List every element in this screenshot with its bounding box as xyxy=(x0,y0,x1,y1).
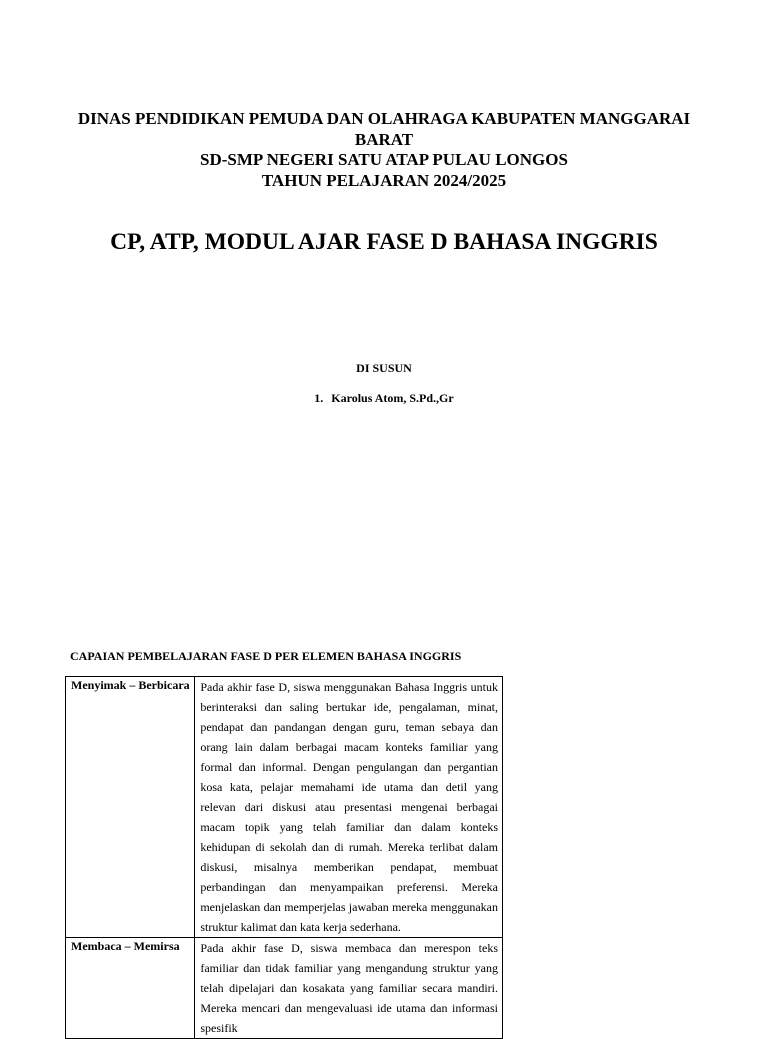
element-description-cell: Pada akhir fase D, siswa membaca dan merespon teks familiar dan tidak familiar yang mengandung struktur yang telah dipelajari dan kosakata yang familiar secara mandiri. Mereka mencari dan mengevaluasi ide utama dan informasi spesifik xyxy=(195,938,503,1039)
header-line-school: SD-SMP NEGERI SATU ATAP PULAU LONGOS xyxy=(200,150,568,169)
author-name: Karolus Atom, S.Pd.,Gr xyxy=(331,391,454,405)
compiled-by-label: DI SUSUN xyxy=(356,361,412,375)
element-name-cell: Membaca – Memirsa xyxy=(66,938,195,1039)
element-description-cell: Pada akhir fase D, siswa menggunakan Bahasa Inggris untuk berinteraksi dan saling bertukar ide, pengalaman, minat, pendapat dan pandangan dengan guru, teman sebaya dan orang lain dalam berbagai macam konteks familiar yang formal dan informal. Dengan pengulangan dan pergantian kosa kata, pelajar memahami ide utama dan detil yang relevan dari diskusi atau presentasi mengenai berbagai macam topik yang telah familiar dan dalam konteks kehidupan di sekolah dan di rumah. Mereka terlibat dalam diskusi, misalnya memberikan pendapat, membuat perbandingan dan menyampaikan preferensi. Mereka menjelaskan dan memperjelas jawaban mereka menggunakan struktur kalimat dan kata kerja sederhana. xyxy=(195,677,503,938)
header-line-region: BARAT xyxy=(354,129,414,149)
header-line-agency: DINAS PENDIDIKAN PEMUDA DAN OLAHRAGA KABUPATEN MANGGARAI xyxy=(77,109,691,128)
section-heading: CAPAIAN PEMBELAJARAN FASE D PER ELEMEN BAHASA INGGRIS xyxy=(70,649,462,663)
author-entry xyxy=(284,391,484,405)
author-number: 1. xyxy=(314,391,324,405)
document-title: CP, ATP, MODUL AJAR FASE D BAHASA INGGRIS xyxy=(110,229,658,255)
element-name-cell: Menyimak – Berbicara xyxy=(66,677,195,938)
header-line-academic-year: TAHUN PELAJARAN 2024/2025 xyxy=(261,170,507,190)
table-row xyxy=(66,938,503,1039)
learning-outcomes-table xyxy=(65,676,503,1039)
institution-header xyxy=(60,109,708,191)
table-row xyxy=(66,677,503,938)
